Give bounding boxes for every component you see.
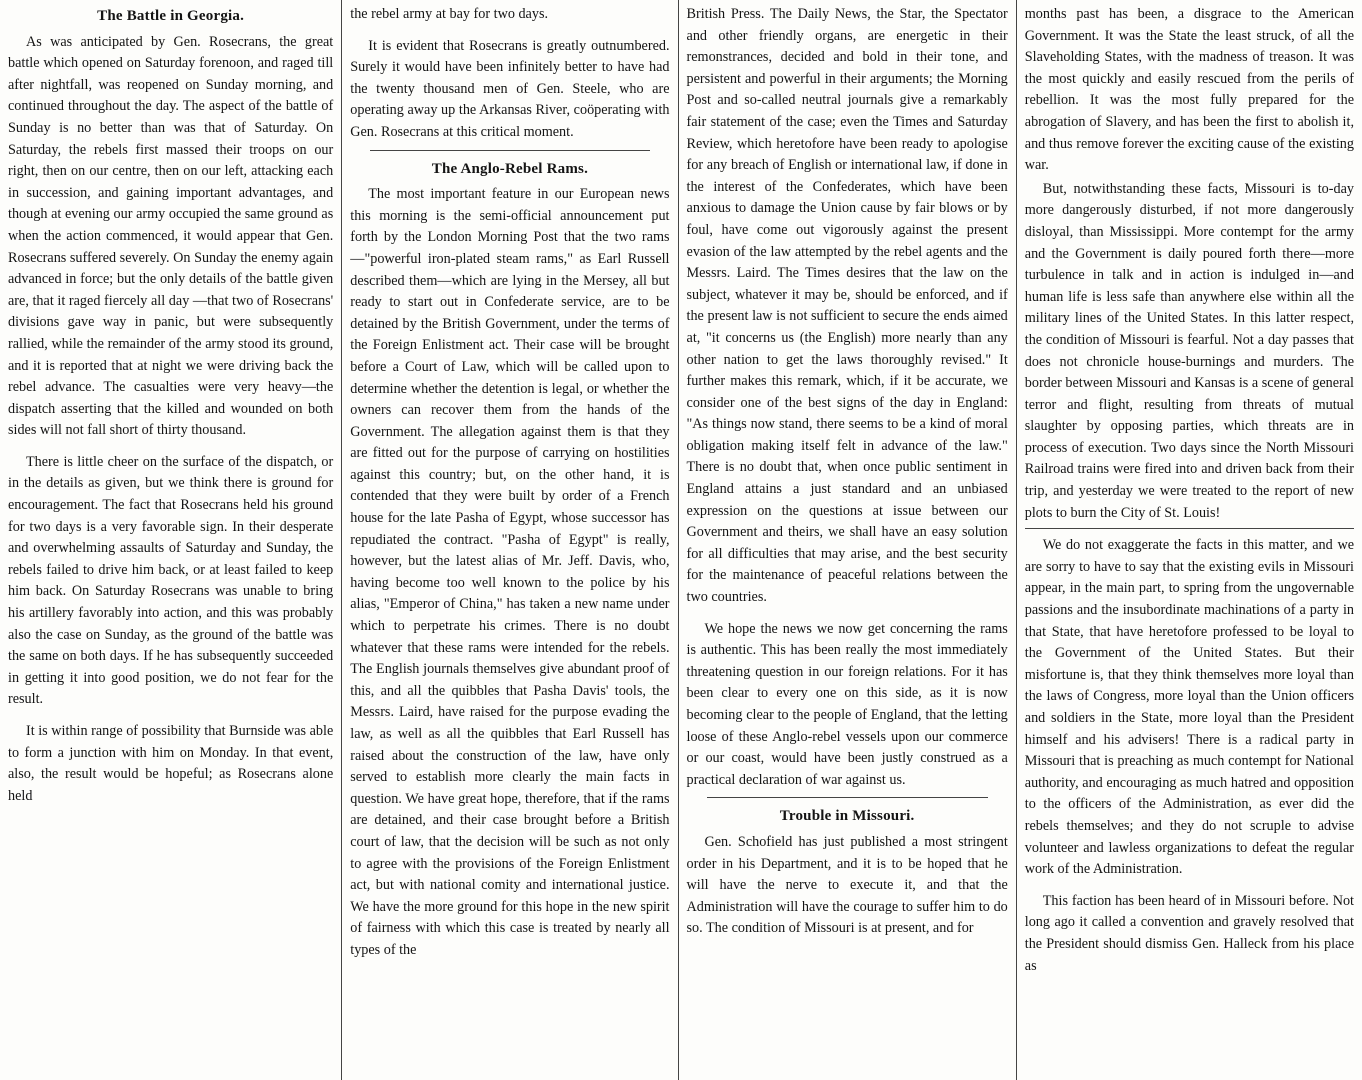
column-4	[1017, 0, 1362, 1080]
article-separator	[1025, 528, 1354, 529]
article-separator	[370, 150, 649, 151]
article-paragraph: We hope the news we now get concerning the rams is authentic. This has been really the most immediately threatening question in our foreign relations. For it has been clear to every one on this side, as it is now becoming clear to the people of England, that the letting loose of these Anglo-rebel vessels upon our commerce or our coast, would have been justly construed as a practical declaration of war against us.	[686, 620, 1008, 788]
article-paragraph: It is evident that Rosecrans is greatly outnumbered. Surely it would have been infinitely better to have had the twenty thousand men of Gen. Steele, who are operating away up the Arkansas River, coöperating with Gen. Rosecrans at this critical moment.	[350, 37, 670, 140]
article-paragraph: Gen. Schofield has just published a most stringent order in his Department, and it is to be hoped that he will have the nerve to execute it, and that the Administration will have the courage to suffer him to do so. The condition of Missouri is at present, and for	[686, 833, 1008, 937]
article-paragraph: It is within range of possibility that Burnside was able to form a junction with him on Monday. In that event, also, the result would be hopeful; as Rosecrans alone held	[8, 723, 334, 804]
article-paragraph: There is little cheer on the surface of the dispatch, or in the details as given, but we think there is ground for encouragement. The fact that Rosecrans held his ground for two days is a very favorable sign. In their desperate and overwhelming assaults of Saturday and Sunday, the rebels failed to drive him back, or at least failed to keep him back. On Saturday Rosecrans was unable to bring his artillery favorably into action, and this was probably also the case on Sunday, as the ground of the battle was the same on both days. If he has subsequently succeeded in getting it into good position, we do not fear for the result.	[8, 453, 334, 708]
article-continuation: the rebel army at bay for two days.	[350, 6, 549, 22]
article-paragraph: months past has been, a disgrace to the American Government. It was the State the least struck, of all the Slaveholding States, with the madness of treason. It was the most quickly and easily rescued from the perils of rebellion. It was the most fully prepared for the abrogation of Slavery, and has been the first to abolish it, and thus remove forever the exciting cause of the existing war.	[1024, 6, 1354, 174]
column-2	[342, 0, 677, 1080]
headline-battle-in-georgia: The Battle in Georgia.	[97, 8, 245, 24]
column-1	[0, 0, 341, 1080]
column-3	[679, 0, 1016, 1080]
article-paragraph: British Press. The Daily News, the Star, the Spectator and other friendly organs, are energetic in their remonstrances, decided and bold in their tone, and persistent and powerful in their arguments; the Morning Post and so-called neutral journals give a remarkably fair statement of the case; even the Times and Saturday Review, which heretofore have been ready to apologise for any breach of English or international law, if done in the interest of the Confederates, which have been anxious to damage the Union cause by fair blows or by foul, have come out vigorously against the present evasion of the law attempted by the rebel agents and the Messrs. Laird. The Times desires that the law on the subject, whatever it may be, should be enforced, and if the present law is not sufficient to secure the ends aimed at, "it concerns us (the English) more nearly than any other nation to get the laws thoroughly revised." It further makes this remark, which, if it be accurate, we consider one of the best signs of the day in England: "As things now stand, there seems to be a kind of moral obligation making itself felt in advance of the law." There is no doubt that, when once public sentiment in England attains a just standard and an unbiased expression on the questions at issue between our Government and theirs, we shall have an easy solution for all difficulties that may arise, and the best security for the maintenance of peaceful relations between the two countries.	[686, 6, 1008, 606]
article-paragraph: We do not exaggerate the facts in this matter, and we are sorry to have to say that the existing evils in Missouri appear, in the main part, to spring from the ungovernable passions and the insubordinate machinations of a party in that State, that have heretofore professed to be loyal to the Government of the United States. But their misfortune is, that they think themselves more loyal than the laws of Congress, more loyal than the Union officers and soldiers in the State, more loyal than the President himself and his advisers! There is a radical party in Missouri that is preaching as much contempt for National authority, and encouraging as much hatred and opposition to the officers of the Administration, as ever did the rebels themselves; and they do not scruple to advise volunteer and lawless organizations to defeat the regular work of the Administration.	[1024, 537, 1354, 878]
article-paragraph: As was anticipated by Gen. Rosecrans, the great battle which opened on Saturday forenoon, and raged till after nightfall, was reopened on Sunday morning, and continued throughout the day. The aspect of the battle of Sunday is no better than was that of Saturday. On Saturday, the rebels first massed their troops on our right, then on our centre, then on our left, attacking each in succession, and gaining important advantages, and though at evening our army occupied the same ground as when the action commenced, it would appear that Gen. Rosecrans suffered severely. On Sunday the enemy again advanced in force; but the only details of the battle given are, that it raged fiercely all day —that two of Rosecrans' divisions gave way in panic, but were subsequently rallied, while the remainder of the army stood its ground, and it is reported that at night we were driving back the rebel advance. The casualties were very heavy—the dispatch asserting that the killed and wounded on both sides will not fall short of thirty thousand.	[8, 33, 334, 439]
article-separator	[707, 797, 988, 798]
article-paragraph: This faction has been heard of in Missouri before. Not long ago it called a convention and gravely resolved that the President should dismiss Gen. Halleck from his place as	[1024, 892, 1354, 974]
headline-trouble-in-missouri: Trouble in Missouri.	[779, 808, 915, 825]
article-paragraph: But, notwithstanding these facts, Missouri is to-day more dangerously disturbed, if not more dangerously disloyal, than Mississippi. More contempt for the army and the Government is daily poured forth there—more turbulence in talk and in action is indulged in—and human life is less safe than anywhere else within all the military lines of the United States. In this latter respect, the condition of Missouri is fearful. Not a day passes that does not chronicle house-burnings and murders. The border between Missouri and Kansas is a scene of general terror and flight, resulting from threats of mutual slaughter by opposing parties, which threats are in process of execution. Two days since the North Missouri Railroad trains were fired into and driven back from their trip, and yesterday we were treated to the report of new plots to burn the City of St. Louis!	[1024, 180, 1354, 521]
article-paragraph: The most important feature in our European news this morning is the semi-official announcement put forth by the London Morning Post that the two rams—"powerful iron-plated steam rams," as Earl Russell described them—which are lying in the Mersey, all but ready to start out in Confederate service, are to be detained by the British Government, under the terms of the Foreign Enlistment act. Their case will be brought before a Court of Law, which will be called upon to determine whether the detention is legal, or whether the owners can recover them from the hands of the Government. The allegation against them is that they are fitted out for the purpose of carrying on hostilities against this country; but, on the other hand, it is contended that they were built by order of a French house for the late Pasha of Egypt, whose successor has repudiated the contract. "Pasha of Egypt" is really, however, but the latest alias of Mr. Jeff. Davis, who, having become too well known to the police by his alias, "Emperor of China," has taken a new name under which to perpetrate his crimes. There is no doubt whatever that these rams were intended for the rebels. The English journals themselves give abundant proof of this, and all the quibbles that Pasha Davis' tools, the Messrs. Laird, have raised for the purpose evading the law, as well as all the quibbles that Earl Russell has raised about the construction of the law, have only served to establish more clearly the main facts in question. We have great hope, therefore, that if the rams are detained, and their case brought before a British court of law, that the decision will be such as not only to agree with the provisions of the Foreign Enlistment act, but with national comity and international justice. We have the more ground for this hope in the new spirit of fairness with which this case is treated by nearly all types of the	[350, 186, 670, 958]
headline-anglo-rebel-rams: The Anglo-Rebel Rams.	[431, 160, 589, 177]
